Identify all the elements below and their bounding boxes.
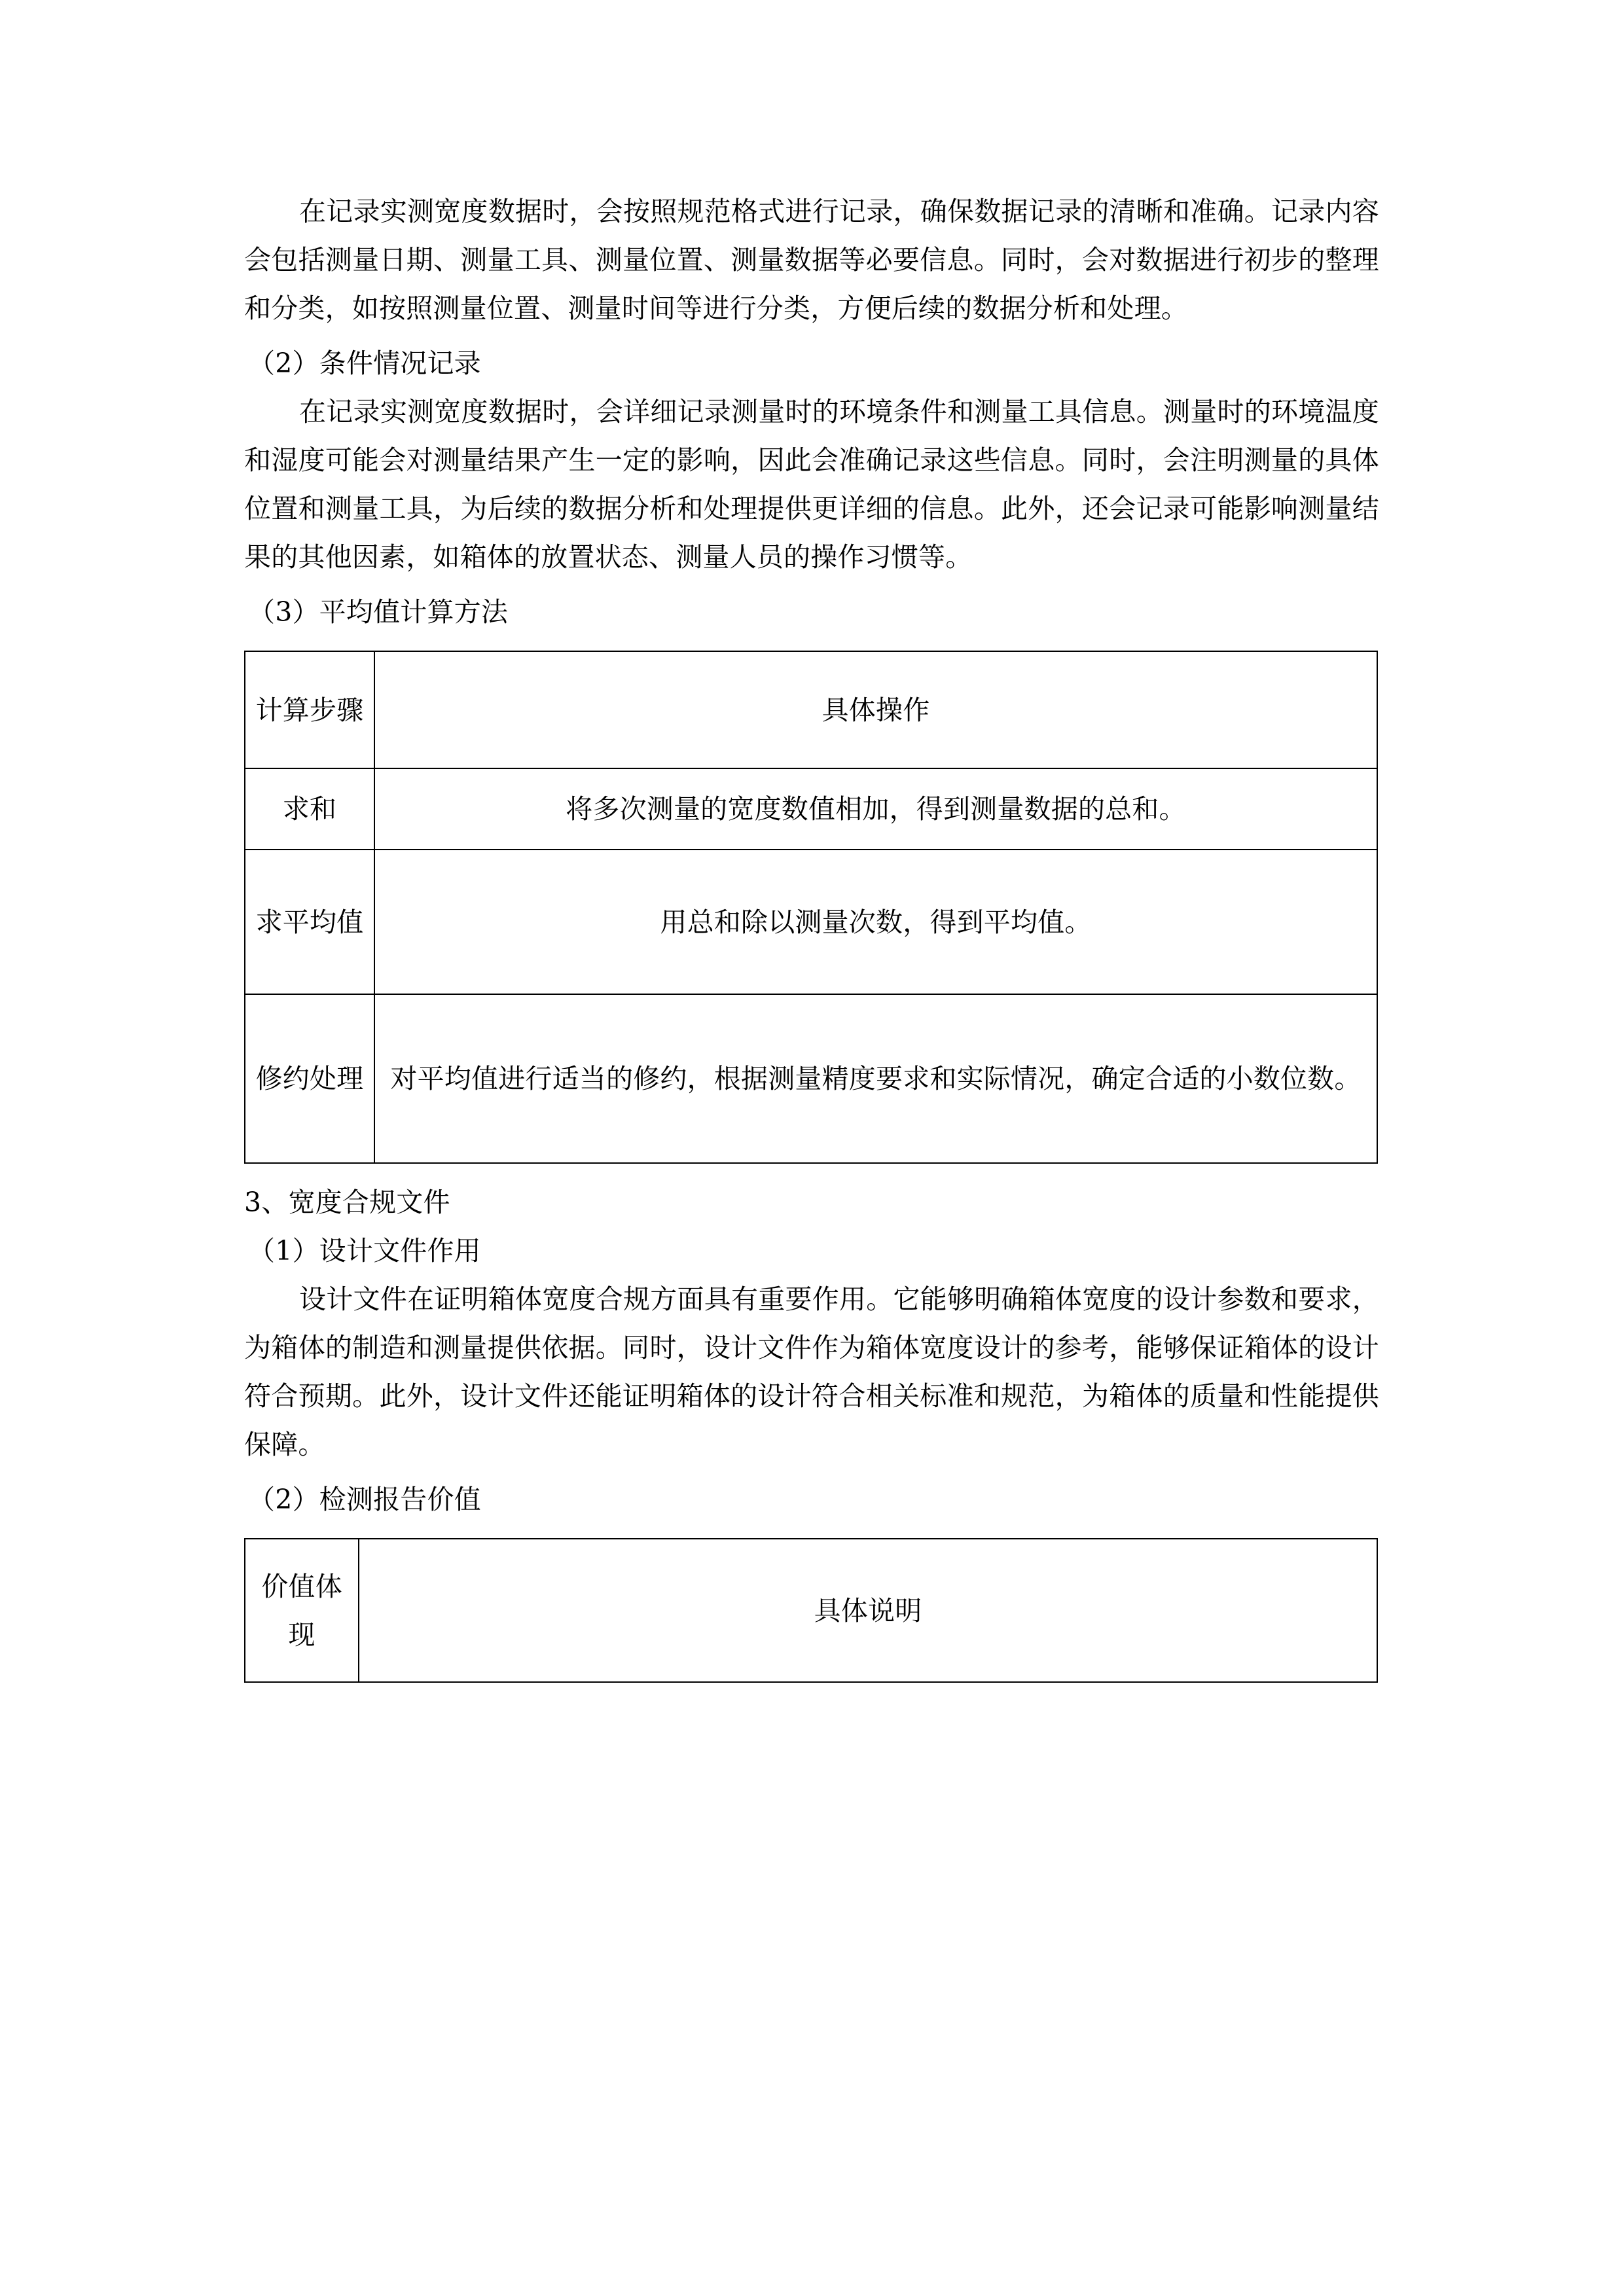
spacer bbox=[244, 1469, 1379, 1475]
table-inspection-report-value bbox=[244, 1538, 1378, 1683]
table-header-description: 具体说明 bbox=[359, 1539, 1377, 1682]
spacer bbox=[244, 1164, 1379, 1178]
table-header-row bbox=[245, 1539, 1377, 1682]
table-cell-operation: 用总和除以测量次数，得到平均值。 bbox=[374, 850, 1377, 994]
heading-design-document-role: （1）设计文件作用 bbox=[248, 1235, 481, 1266]
document-content bbox=[244, 187, 1379, 1683]
table-header-step: 计算步骤 bbox=[245, 651, 374, 768]
table-row bbox=[245, 768, 1377, 850]
spacer bbox=[244, 581, 1379, 588]
table-cell-step: 修约处理 bbox=[245, 994, 374, 1163]
heading-condition-record: （2）条件情况记录 bbox=[248, 348, 481, 379]
table-cell-step: 求和 bbox=[245, 768, 374, 850]
table-cell-operation: 将多次测量的宽度数值相加，得到测量数据的总和。 bbox=[374, 768, 1377, 850]
table-cell-operation: 对平均值进行适当的修约，根据测量精度要求和实际情况，确定合适的小数位数。 bbox=[374, 994, 1377, 1163]
paragraph-condition-record: 在记录实测宽度数据时，会详细记录测量时的环境条件和测量工具信息。测量时的环境温度和湿度可能会对测量结果产生一定的影响，因此会准确记录这些信息。同时，会注明测量的具体位置和测量工具，为后续的数据分析和处理提供更详细的信息。此外，还会记录可能影响测量结果的其他因素，如箱体的放置状态、测量人员的操作习惯等。 bbox=[244, 396, 1379, 573]
spacer bbox=[244, 332, 1379, 339]
heading-width-compliance-documents: 3、宽度合规文件 bbox=[244, 1187, 450, 1218]
spacer bbox=[244, 1524, 1379, 1538]
paragraph-record-format: 在记录实测宽度数据时，会按照规范格式进行记录，确保数据记录的清晰和准确。记录内容会包括测量日期、测量工具、测量位置、测量数据等必要信息。同时，会对数据进行初步的整理和分类，如按照测量位置、测量时间等进行分类，方便后续的数据分析和处理。 bbox=[244, 196, 1379, 324]
heading-average-method: （3）平均值计算方法 bbox=[248, 596, 509, 628]
table-cell-step: 求平均值 bbox=[245, 850, 374, 994]
table-row bbox=[245, 850, 1377, 994]
table-row bbox=[245, 994, 1377, 1163]
table-header-row bbox=[245, 651, 1377, 768]
table-average-calculation bbox=[244, 651, 1378, 1164]
paragraph-design-document-role: 设计文件在证明箱体宽度合规方面具有重要作用。它能够明确箱体宽度的设计参数和要求，为箱体的制造和测量提供依据。同时，设计文件作为箱体宽度设计的参考，能够保证箱体的设计符合预期。此外，设计文件还能证明箱体的设计符合相关标准和规范，为箱体的质量和性能提供保障。 bbox=[244, 1283, 1379, 1460]
heading-inspection-report-value: （2）检测报告价值 bbox=[248, 1484, 481, 1515]
table-header-operation: 具体操作 bbox=[374, 651, 1377, 768]
table-header-value-aspect: 价值体现 bbox=[245, 1539, 359, 1682]
spacer bbox=[244, 636, 1379, 651]
